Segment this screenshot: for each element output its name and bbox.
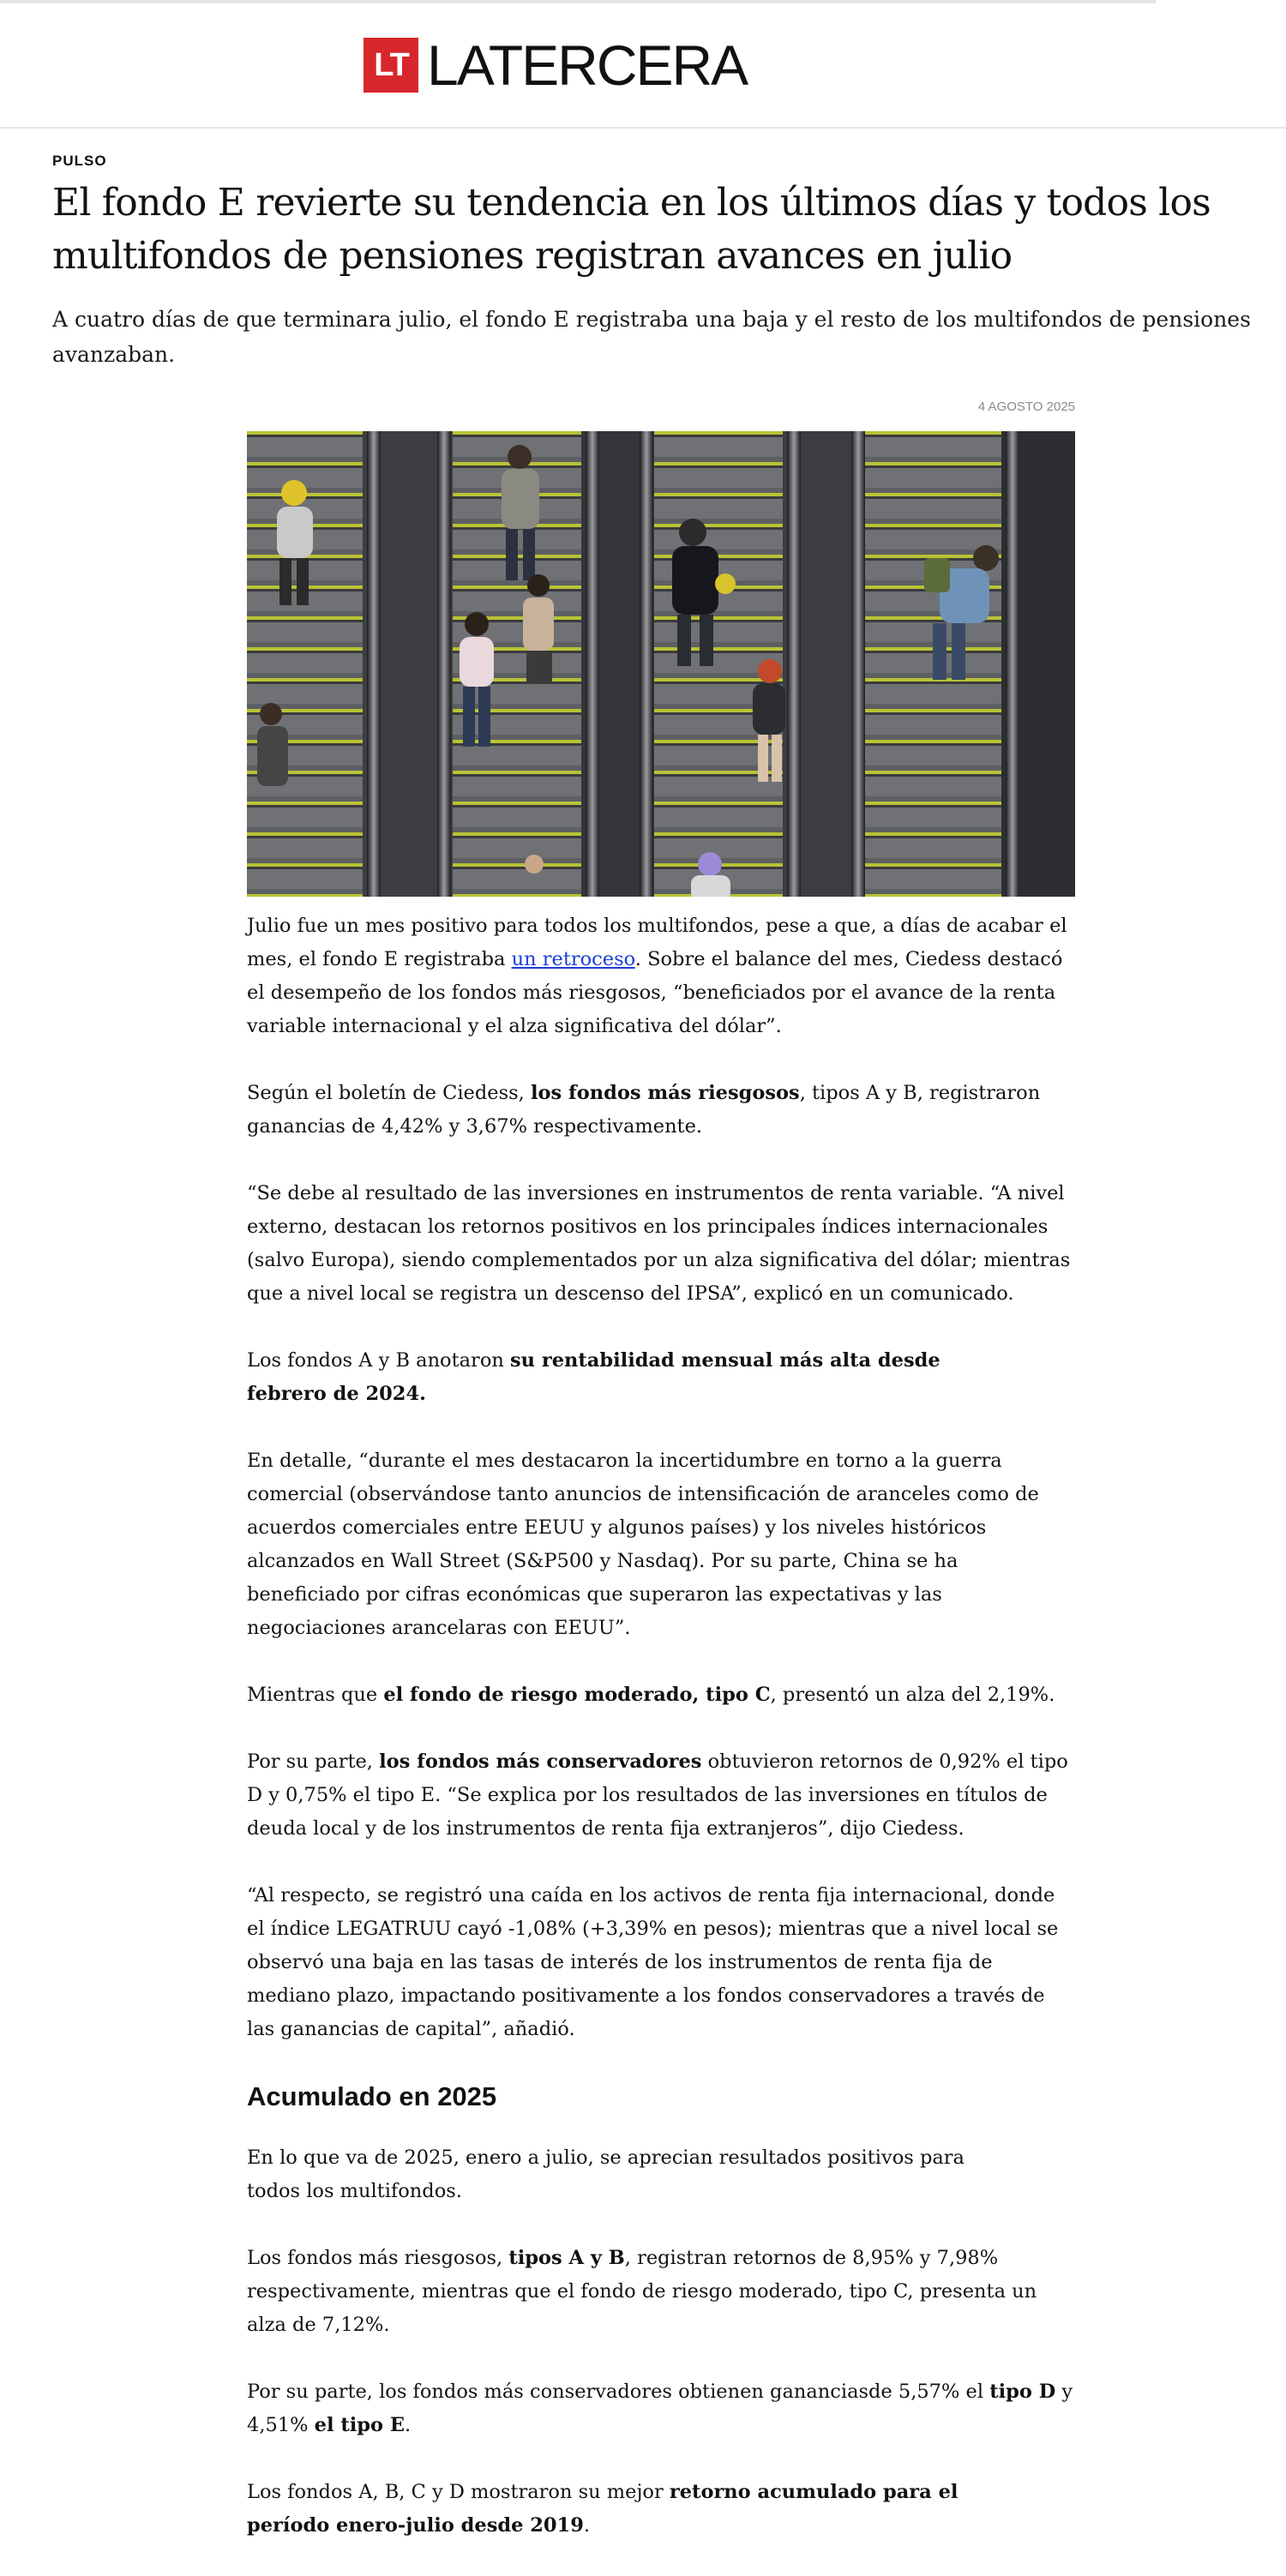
article-subtitle: A cuatro días de que terminara julio, el fondo E registraba una baja y el resto de los multifondos de pensiones avanzaban. [52, 307, 1251, 367]
logo-text: LATERCERA [427, 33, 748, 97]
paragraph-8: “Al respecto, se registró una caída en los activos de renta fija internacional, donde el índice LEGATRUU cayó -1,08% (+3,39% en pesos); mientras que a nivel local se observó una baja en las tasas de interés de los instrumentos de renta fija de mediano plazo, impactando positivamente a los fondos conservadores a través de las ganancias de capital”, añadió. [247, 1884, 1059, 2040]
article-title: El fondo E revierte su tendencia en los últimos días y todos los multifondos de pensiones registran avances en julio [52, 181, 1211, 278]
paragraph-5: En detalle, “durante el mes destacaron la incertidumbre en torno a la guerra comercial (observándose tanto anuncios de intensificación de aranceles como de acuerdos comerciales entre EEUU y algunos países) y los niveles históricos alcanzados en Wall Street (S&P500 y Nasdaq). Por su parte, China se ha beneficiado por cifras económicas que superaron las expectativas y las negociaciones arancelaras con EEUU”. [247, 1450, 1039, 1639]
site-header [0, 3, 1286, 129]
paragraph-6: Mientras que el fondo de riesgo moderado, tipo C, presentó un alza del 2,19%. [247, 1684, 1055, 1706]
paragraph-2: Según el boletín de Ciedess, los fondos más riesgosos, tipos A y B, registraron ganancias de 4,42% y 3,67% respectivamente. [247, 1082, 1041, 1138]
paragraph-7: Por su parte, los fondos más conservadores obtuvieron retornos de 0,92% el tipo D y 0,75% el tipo E. “Se explica por los resultados de las inversiones en títulos de deuda local y de los instrumentos de renta fija extranjeros”, dijo Ciedess. [247, 1750, 1068, 1840]
escalator-photo [247, 431, 1075, 897]
site-logo[interactable] [364, 33, 748, 97]
paragraph-12: Los fondos A, B, C y D mostraron su mejor retorno acumulado para el período enero-julio desde 2019. [247, 2481, 958, 2537]
paragraph-4: Los fondos A y B anotaron su rentabilidad mensual más alta desde febrero de 2024. [247, 1349, 940, 1405]
paragraph-10: Los fondos más riesgosos, tipos A y B, registran retornos de 8,95% y 7,98% respectivamente, mientras que el fondo de riesgo moderado, tipo C, presenta un alza de 7,12%. [247, 2247, 1037, 2336]
section-label[interactable]: PULSO [52, 153, 107, 169]
section-heading: Acumulado en 2025 [247, 2081, 497, 2111]
paragraph-3: “Se debe al resultado de las inversiones en instrumentos de renta variable. “A nivel externo, destacan los retornos positivos en los principales índices internacionales (salvo Europa), siendo complementados por un alza significativa del dólar; mientras que a nivel local se registra un descenso del IPSA”, explicó en un comunicado. [247, 1182, 1071, 1305]
article-date: 4 AGOSTO 2025 [977, 399, 1075, 414]
paragraph-9: En lo que va de 2025, enero a julio, se aprecian resultados positivos para todos los multifondos. [247, 2147, 964, 2202]
article-image [247, 431, 1075, 897]
article-body [247, 910, 1075, 2576]
paragraph-1: Julio fue un mes positivo para todos los multifondos, pese a que, a días de acabar el mes, el fondo E registraba un retroceso. Sobre el balance del mes, Ciedess destacó el desempeño de los fondos más riesgosos, “beneficiados por el avance de la renta variable internacional y el alza significativa del dólar”. [247, 915, 1067, 1037]
paragraph-11: Por su parte, los fondos más conservadores obtienen gananciasde 5,57% el tipo D y 4,51% el tipo E. [247, 2381, 1073, 2436]
logo-mark: LT [364, 38, 418, 93]
retroceso-link[interactable]: un retroceso [511, 948, 635, 970]
